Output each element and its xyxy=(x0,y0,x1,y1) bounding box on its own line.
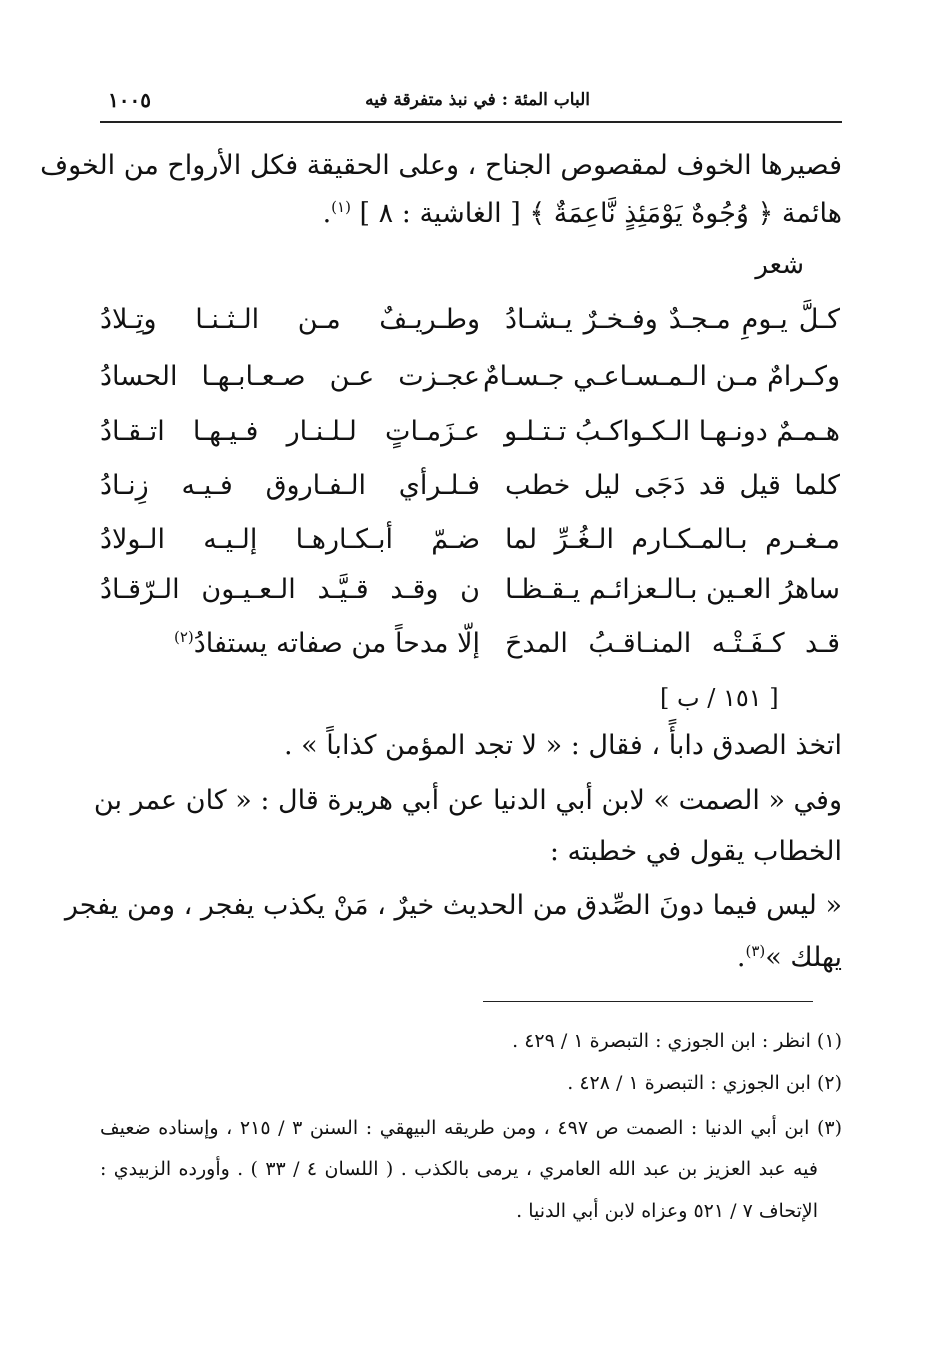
verse-second-hemistich: وطـريـفٌ مـن الـثـنـا وتِـلادُ xyxy=(100,304,480,335)
poem-verse xyxy=(100,304,840,344)
punctuation: . xyxy=(736,942,746,973)
verse-first-hemistich: وكـرامٌ مـن الـمـسـاعـي جـسـامٌ xyxy=(482,361,840,392)
verse-second-hemistich: ن وقـد قـيَّـد الـعـيـون الـرّقـادُ xyxy=(100,574,480,605)
poem-verse xyxy=(100,470,840,510)
verse-second-hemistich: فـلـرأي الـفـاروق فـيـه زِنـادُ xyxy=(100,470,480,501)
quran-citation: هائمة ﴿ وُجُوهٌ يَوْمَئِذٍ نَّاعِمَةٌ ﴾ [ الغاشية : ٨ ] xyxy=(359,198,842,229)
verse-first-hemistich: ساهرُ العـين بـالـعزائـم يـقـظـا xyxy=(505,574,840,605)
chapter-title: الباب المئة : في نبذ متفرقة فيه xyxy=(365,90,590,110)
prose-line: « ليس فيما دونَ الصِّدق من الحديث خيرٌ ، مَنْ يكذب يفجر ، ومن يفجر xyxy=(64,890,842,921)
footnote-1: (١) انظر : ابن الجوزي : التبصرة ١ / ٤٢٩ . xyxy=(512,1030,842,1052)
prose-line: الخطاب يقول في خطبته : xyxy=(549,836,842,867)
folio-marker: [ ١٥١ / ب ] xyxy=(660,684,779,712)
footnote-3-line-1: (٣) ابن أبي الدنيا : الصمت ص ٤٩٧ ، ومن طريقه البيهقي : السنن ٣ / ٢١٥ ، وإسناده ضعيف xyxy=(100,1117,843,1139)
quote-end: يهلك » xyxy=(765,942,842,973)
poem-verse xyxy=(100,416,840,456)
punctuation: . xyxy=(322,198,332,229)
verse-first-hemistich: مـغـرم بـالمـكـارم الـغُـرِّ لما xyxy=(505,524,840,555)
header-divider xyxy=(100,121,842,123)
footnote-2: (٢) ابن الجوزي : التبصرة ١ / ٤٢٨ . xyxy=(567,1072,842,1094)
verse-text: إلّا مدحاً من صفاته يستفادُ xyxy=(193,628,480,659)
poem-verse xyxy=(100,574,840,614)
prose-line xyxy=(100,198,842,229)
prose-line: فصيرها الخوف لمقصوص الجناح ، وعلى الحقيقة فكل الأرواح من الخوف xyxy=(40,150,842,181)
prose-line: وفي « الصمت » لابن أبي الدنيا عن أبي هريرة قال : « كان عمر بن xyxy=(93,785,842,816)
footnote-marker: (٢) xyxy=(173,628,194,646)
prose-line: اتخذ الصدق دابأً ، فقال : « لا تجد المؤمن كذاباً » . xyxy=(283,730,842,761)
poem-heading: شعر xyxy=(755,250,804,280)
footnote-marker: (٣) xyxy=(745,942,766,960)
running-header xyxy=(100,86,840,116)
verse-second-hemistich xyxy=(100,628,480,659)
footnote-3-line-2: فيه عبد العزيز بن عبد الله العامري ، يرمى بالكذب . ( اللسان ٤ / ٣٣ ) . وأورده الزبيدي : xyxy=(100,1158,818,1180)
verse-second-hemistich: عـزَمـاتٍ لـلـنـار فـيـهـا اتـقـادُ xyxy=(100,416,480,447)
page-number: ١٠٠٥ xyxy=(108,88,151,112)
prose-line xyxy=(100,942,842,973)
verse-first-hemistich: كـلَّ يـومِ مـجـدٌ وفـخـرٌ يـشـادُ xyxy=(505,304,840,335)
verse-first-hemistich: كلما قيل قد دَجَى ليل خطب xyxy=(505,470,840,501)
poem-verse xyxy=(100,524,840,564)
footnote-3-line-3: الإتحاف ٧ / ٥٢١ وعزاه لابن أبي الدنيا . xyxy=(516,1200,818,1222)
verse-second-hemistich: ضـمّ أبـكـارهـا إلـيـه الـولادُ xyxy=(100,524,480,555)
poem-verse xyxy=(100,361,840,401)
footnote-marker: (١) xyxy=(331,198,351,216)
verse-first-hemistich: قـد كـفَـتْـه المنـاقـبُ المدحَ xyxy=(505,628,840,659)
footnote-divider xyxy=(483,1001,813,1002)
verse-first-hemistich: هـمـمٌ دونـهـا الـكـواكـبُ تـتـلـو xyxy=(504,416,840,447)
poem-verse xyxy=(100,628,840,668)
verse-second-hemistich: عجـزت عـن صـعـابـهـا الحسادُ xyxy=(100,361,480,392)
